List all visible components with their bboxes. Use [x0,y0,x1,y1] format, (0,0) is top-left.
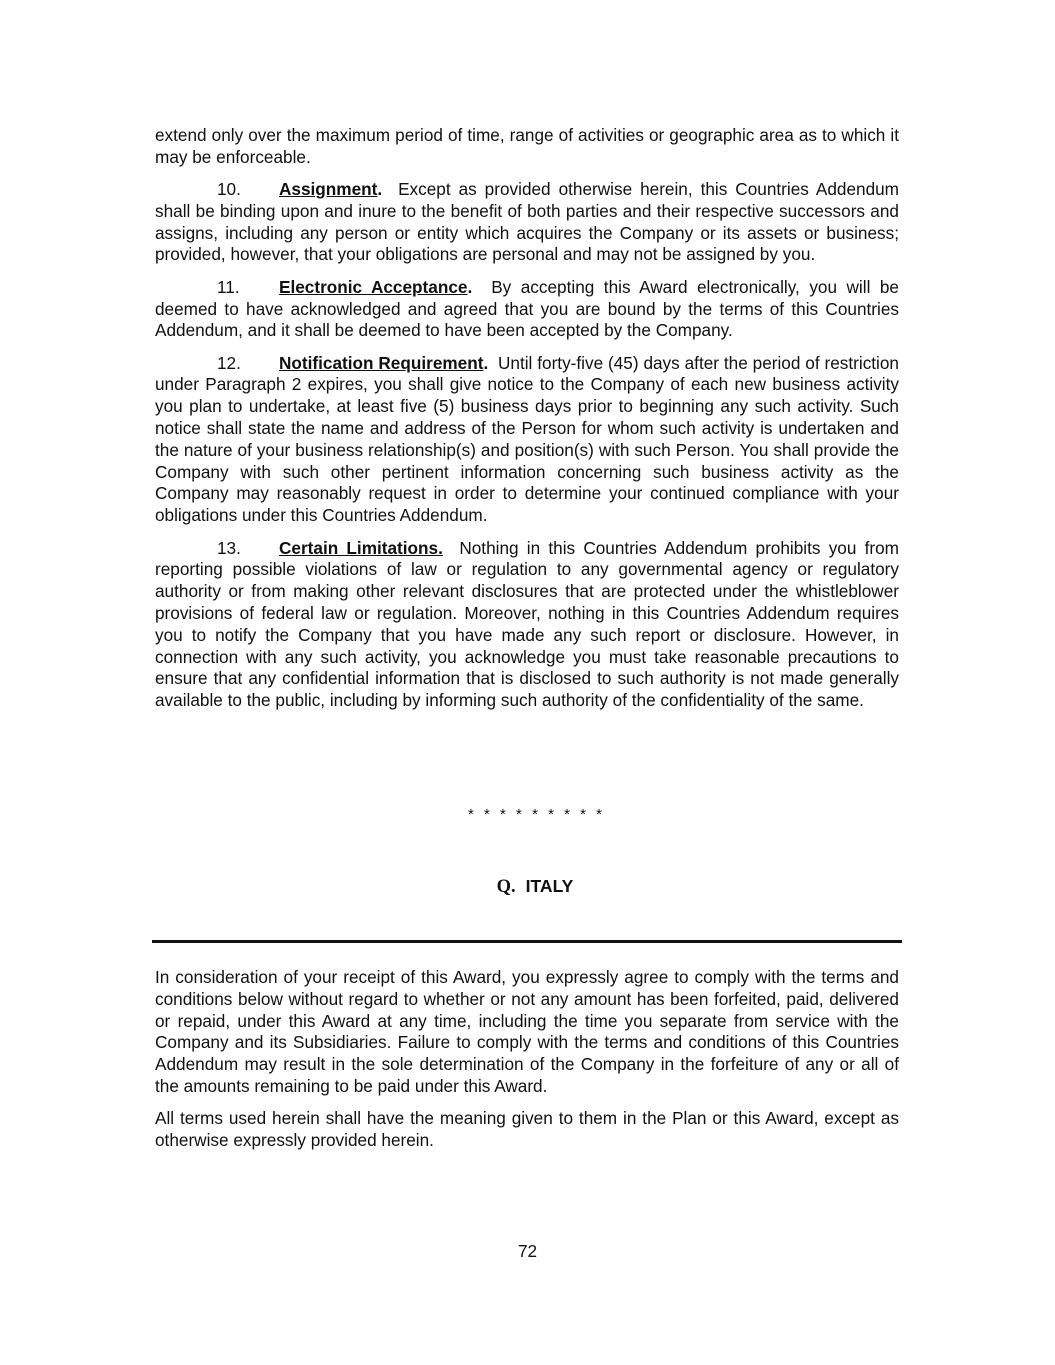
country-section-letter: Q. [496,877,516,897]
section-heading-punct: . [467,276,473,297]
country-section-name: ITALY [525,876,574,896]
section-heading-punct: . [483,352,489,373]
section-heading-punct: . [377,179,383,200]
continued-paragraph: extend only over the maximum period of time, range of activities or geographic area as to which it may be enforceable. [155,125,899,167]
horizontal-rule [152,940,902,943]
section-heading: Electronic Acceptance [279,276,468,297]
section-text: Except as provided otherwise herein, this Countries Addendum shall be binding upon and inure to the benefit of both parties and their respective successors and assigns, including any person or entity which acquires the Company or its assets or business; provided, however, that your obligations are personal and may not be assigned by you. [155,179,899,265]
section-text: Nothing in this Countries Addendum prohibits you from reporting possible violations of law or regulation to any governmental agency or regulatory authority or from making other relevant disclosures that are protected under the whistleblower provisions of federal law or regulation. Moreover, nothing in this Countries Addendum requires you to notify the Company that you have made any such report or disclosure. However, in connection with any such activity, you acknowledge you must take reasonable precautions to ensure that any confidential information that is disclosed to such authority is not made generally available to the public, including by informing such authority of the confidentiality of the same. [155,537,900,711]
section-11 [155,277,899,342]
section-12 [155,353,899,527]
section-10 [155,179,899,266]
page-number: 72 [517,1241,538,1261]
section-number: 12. [217,352,241,373]
section-number: 11. [217,276,240,297]
section-heading: Notification Requirement [279,352,484,373]
section-separator: * * * * * * * * * [468,806,602,823]
italy-body [155,967,899,1162]
section-heading: Certain Limitations. [279,537,443,558]
section-text: Until forty-five (45) days after the period of restriction under Paragraph 2 expires, you shall give notice to the Company of each new business activity you plan to undertake, at least five (5) business days prior to beginning any such activity. Such notice shall state the name and address of the Person for whom such activity is undertaken and the nature of your business relationship(s) and position(s) with such Person. You shall provide the Company with such other pertinent information concerning such business activity as the Company may reasonably request in order to determine your continued compliance with your obligations under this Countries Addendum. [155,352,899,526]
section-heading: Assignment [279,179,378,200]
section-13 [155,538,899,712]
country-section-title [0,876,1055,898]
document-body [155,125,899,722]
section-number: 13. [217,537,241,558]
section-text: By accepting this Award electronically, you will be deemed to have acknowledged and agreed that you are bound by the terms of this Countries Addendum, and it shall be deemed to have been accepted by the Company. [155,276,899,341]
italy-paragraph: In consideration of your receipt of this Award, you expressly agree to comply with the terms and conditions below without regard to whether or not any amount has been forfeited, paid, delivered or repaid, under this Award at any time, including the time you separate from service with the Company and its Subsidiaries. Failure to comply with the terms and conditions of this Countries Addendum may result in the sole determination of the Company in the forfeiture of any or all of the amounts remaining to be paid under this Award. [155,967,899,1096]
section-number: 10. [217,179,241,200]
italy-paragraph: All terms used herein shall have the meaning given to them in the Plan or this Award, except as otherwise expressly provided herein. [155,1108,899,1151]
